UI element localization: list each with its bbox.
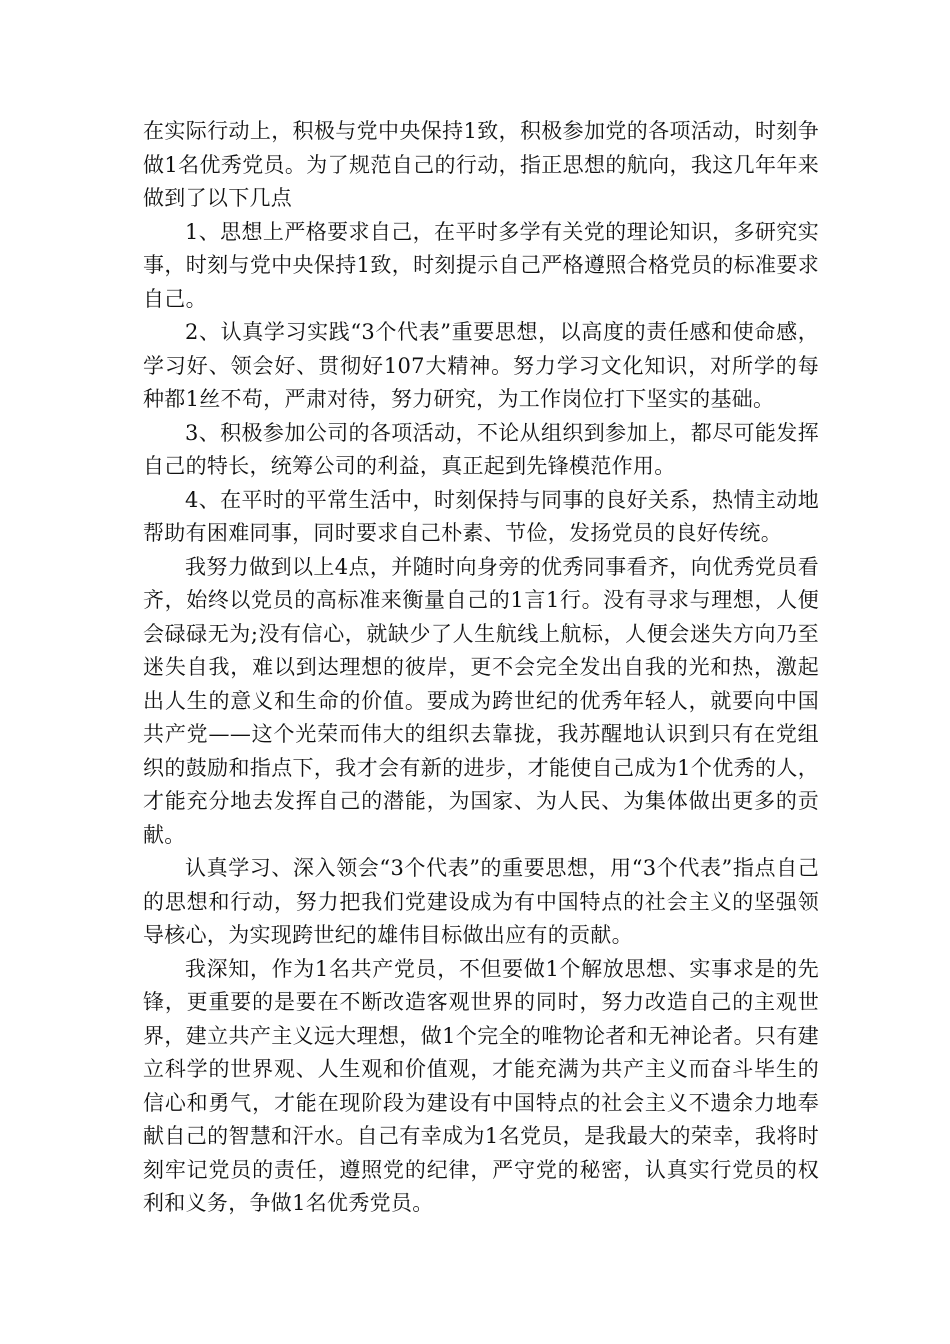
document-body — [143, 115, 819, 1221]
paragraph-point-4: 4、在平时的平常生活中，时刻保持与同事的良好关系，热情主动地帮助有困难同事，同时要求自己朴素、节俭，发扬党员的良好传统。 — [143, 487, 819, 545]
paragraph-conclusion: 我深知，作为1名共产党员，不但要做1个解放思想、实事求是的先锋，更重要的是要在不断改造客观世界的同时，努力改造自己的主观世界，建立共产主义远大理想，做1个完全的唯物论者和无神论者。只有建立科学的世界观、人生观和价值观，才能充满为共产主义而奋斗毕生的信心和勇气，才能在现阶段为建设有中国特点的社会主义不遗余力地奉献自己的智慧和汗水。自己有幸成为1名党员，是我最大的荣幸，我将时刻牢记党员的责任，遵照党的纪律，严守党的秘密，认真实行党员的权利和义务，争做1名优秀党员。 — [143, 956, 819, 1215]
paragraph-point-1: 1、思想上严格要求自己，在平时多学有关党的理论知识，多研究实事，时刻与党中央保持1致，时刻提示自己严格遵照合格党员的标准要求自己。 — [143, 219, 819, 311]
paragraph-point-3: 3、积极参加公司的各项活动，不论从组织到参加上，都尽可能发挥自己的特长，统筹公司的利益，真正起到先锋模范作用。 — [143, 420, 819, 478]
paragraph-point-2: 2、认真学习实践“3个代表”重要思想，以高度的责任感和使命感，学习好、领会好、贯彻好107大精神。努力学习文化知识，对所学的每种都1丝不苟，严肃对待，努力研究，为工作岗位打下坚实的基础。 — [143, 320, 819, 411]
paragraph-continuation: 在实际行动上，积极与党中央保持1致，积极参加党的各项活动，时刻争做1名优秀党员。为了规范自己的行动，指正思想的航向，我这几年年来做到了以下几点 — [143, 119, 819, 210]
paragraph-three-represents: 认真学习、深入领会“3个代表”的重要思想，用“3个代表”指点自己的思想和行动，努力把我们党建设成为有中国特点的社会主义的坚强领导核心，为实现跨世纪的雄伟目标做出应有的贡献。 — [143, 856, 819, 947]
paragraph-summary: 我努力做到以上4点，并随时向身旁的优秀同事看齐，向优秀党员看齐，始终以党员的高标准来衡量自己的1言1行。没有寻求与理想，人便会碌碌无为;没有信心，就缺少了人生航线上航标，人便会迷失方向乃至迷失自我，难以到达理想的彼岸，更不会完全发出自我的光和热，激起出人生的意义和生命的价值。要成为跨世纪的优秀年轻人，就要向中国共产党——这个光荣而伟大的组织去靠拢，我苏醒地认识到只有在党组织的鼓励和指点下，我才会有新的进步，才能使自己成为1个优秀的人，才能充分地去发挥自己的潜能，为国家、为人民、为集体做出更多的贡献。 — [143, 554, 819, 847]
